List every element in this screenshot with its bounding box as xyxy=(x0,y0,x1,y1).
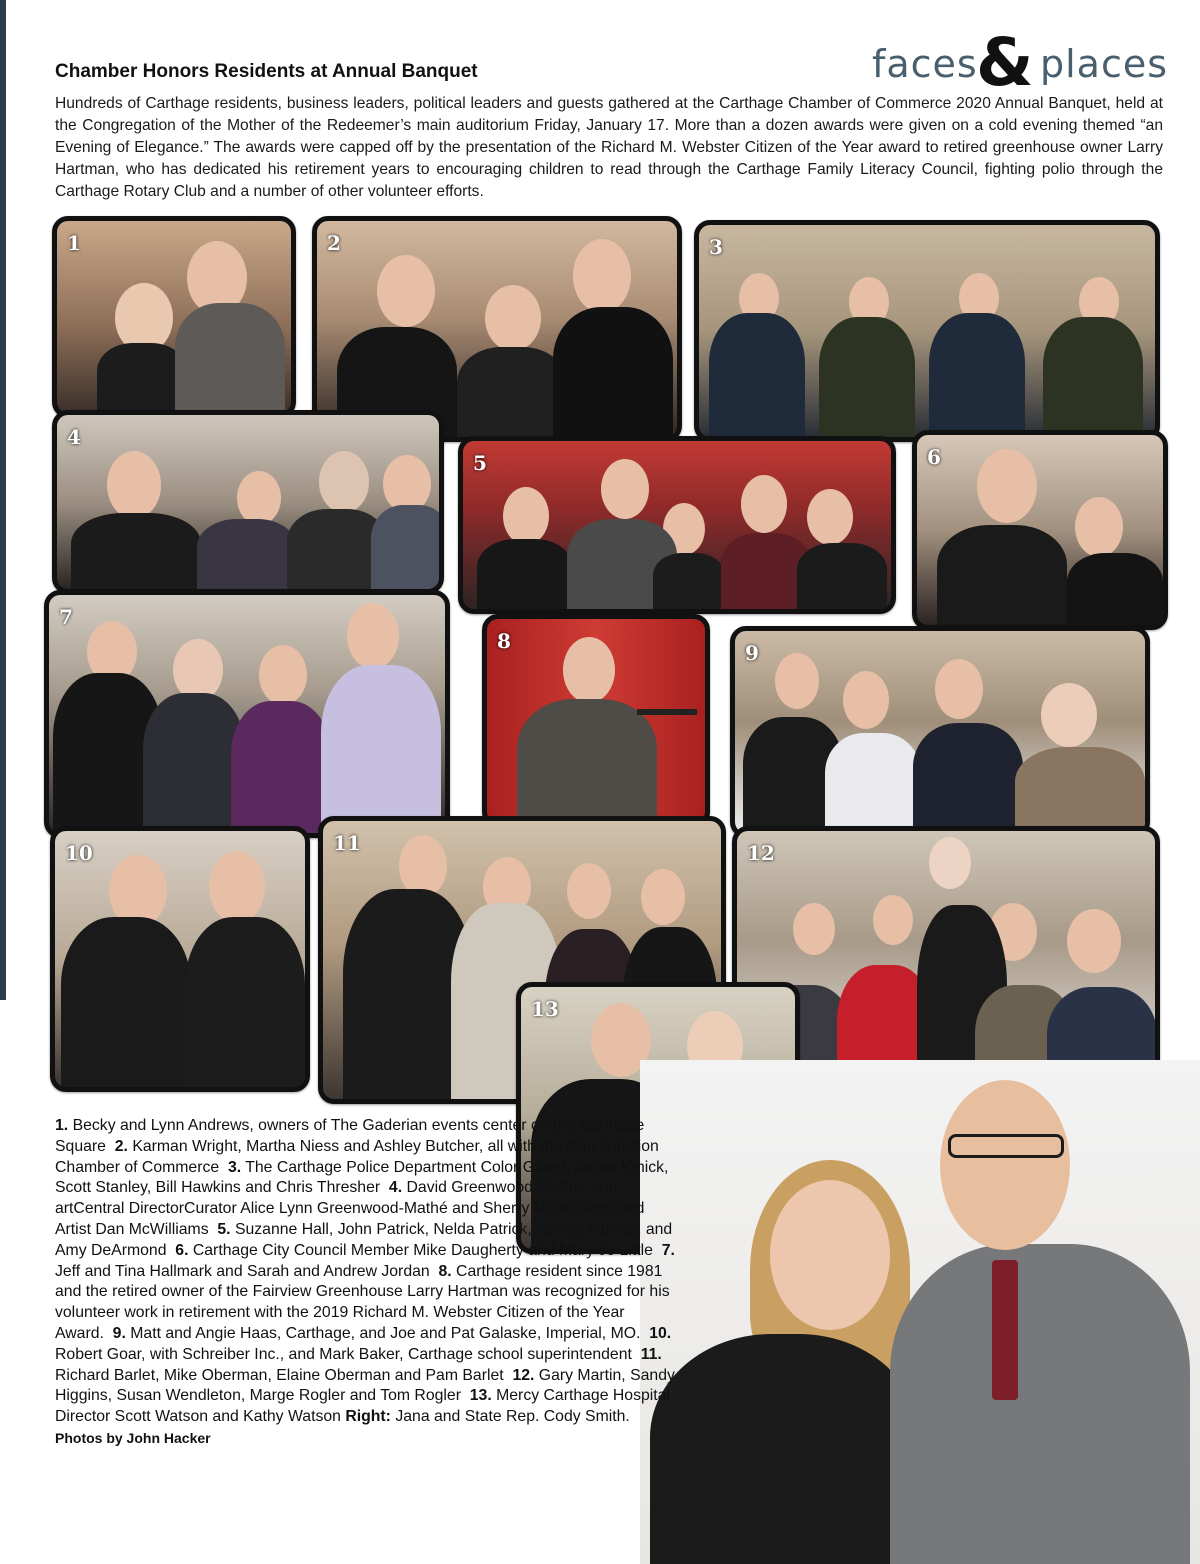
caption-text: Jana and State Rep. Cody Smith. xyxy=(395,1408,630,1426)
person-body xyxy=(797,543,887,609)
person-head xyxy=(237,471,281,525)
caption-label: 1. xyxy=(55,1117,69,1134)
person-body xyxy=(913,723,1023,833)
photo-number: 4 xyxy=(67,425,81,449)
caption-text: David Greenwood-Mathé, and artCentral DirectorCurator Alice Lynn Greenwood-Mathé and Sherry McWilliams and Artist Dan McWilliams xyxy=(55,1179,645,1238)
caption-text: Carthage City Council Member Mike Daugherty and Mary Jo Little xyxy=(192,1241,653,1259)
person-body xyxy=(71,513,201,589)
person-head xyxy=(567,863,611,919)
caption-label: 13. xyxy=(469,1387,492,1405)
person-body xyxy=(1015,747,1145,833)
person-head xyxy=(770,1180,890,1330)
photo-number: 5 xyxy=(473,451,487,475)
caption-text: Mercy Carthage Hospital Director Scott Watson and Kathy Watson xyxy=(55,1387,670,1426)
caption-text: Robert Goar, with Schreiber Inc., and Mark Baker, Carthage school superintendent xyxy=(55,1345,632,1363)
caption-text: Matt and Angie Haas, Carthage, and Joe and Pat Galaske, Imperial, MO. xyxy=(130,1324,641,1342)
photo-9 xyxy=(730,626,1150,838)
photo-8 xyxy=(482,614,710,828)
person-head xyxy=(843,671,889,729)
person-head xyxy=(1067,909,1121,973)
photo-4 xyxy=(52,410,444,594)
photo-number: 9 xyxy=(745,641,759,665)
person-body xyxy=(819,317,915,437)
photo-number: 12 xyxy=(747,841,775,865)
photo-1 xyxy=(52,216,296,418)
person-body xyxy=(1043,317,1143,437)
microphone-stand xyxy=(637,709,697,715)
person-head xyxy=(940,1080,1070,1250)
photo-number: 7 xyxy=(59,605,73,629)
necktie xyxy=(992,1260,1018,1400)
person-head xyxy=(929,837,971,889)
caption-label: 10. xyxy=(649,1324,672,1342)
person-head xyxy=(573,239,631,313)
caption-text: Richard Barlet, Mike Oberman, Elaine Oberman and Pam Barlet xyxy=(55,1366,504,1384)
person-head xyxy=(107,451,161,519)
article-title: Chamber Honors Residents at Annual Banquet xyxy=(55,61,478,82)
person-body xyxy=(1067,553,1163,625)
caption-text: Karman Wright, Martha Niess and Ashley Butcher, all with the Carl Junction Chamber of Commerce xyxy=(55,1137,659,1176)
photo-number: 2 xyxy=(327,231,341,255)
caption-text: Suzanne Hall, John Patrick, Nelda Patrick, Ashley Farmer, and Amy DeArmond xyxy=(55,1220,673,1259)
photo-number: 10 xyxy=(65,841,93,865)
feature-photo xyxy=(640,1060,1200,1564)
person-body xyxy=(143,693,245,833)
caption-label: 12. xyxy=(512,1366,535,1384)
section-logo xyxy=(872,24,1172,101)
person-body xyxy=(197,519,297,589)
person-body xyxy=(185,917,305,1087)
person-head xyxy=(399,835,447,897)
person-body xyxy=(61,917,191,1087)
section-logo-word-places: places xyxy=(1040,42,1169,86)
person-body xyxy=(231,701,331,833)
person-body xyxy=(175,303,285,413)
person-head xyxy=(775,653,819,709)
person-head xyxy=(807,489,853,545)
person-body xyxy=(517,699,657,823)
person-head xyxy=(209,851,265,923)
article-intro: Hundreds of Carthage residents, business leaders, political leaders and guests gathered at the Carthage Chamber of Commerce 2020 Annual Banquet, held at the Congregation of the Mother of the Redeemer’s main auditorium Friday, January 17. More than a dozen awards were given on a cold evening themed “an Evening of Elegance.” The awards were capped off by the presentation of the Richard M. Webster Citizen of the Year award to retired greenhouse owner Larry Hartman, who has dedicated his retirement years to encouraging children to read through the Carthage Family Literacy Council, fighting polio through the Carthage Rotary Club and a number of other volunteer efforts. xyxy=(55,95,1163,200)
caption-label: 9. xyxy=(112,1324,126,1342)
person-head xyxy=(873,895,913,945)
person-body xyxy=(709,313,805,437)
eyeglasses xyxy=(948,1134,1064,1158)
photo-3 xyxy=(694,220,1160,442)
person-body xyxy=(929,313,1025,437)
caption-label: Right: xyxy=(345,1408,391,1426)
photo-5 xyxy=(458,436,896,614)
photo-number: 6 xyxy=(927,445,941,469)
caption-text: Jeff and Tina Hallmark and Sarah and Andrew Jordan xyxy=(55,1262,430,1280)
caption-label: 11. xyxy=(640,1345,662,1363)
person-head xyxy=(741,475,787,533)
person-head xyxy=(173,639,223,701)
photo-6 xyxy=(912,430,1168,630)
person-body xyxy=(825,733,921,833)
caption-label: 6. xyxy=(175,1241,189,1259)
section-logo-word-faces: faces xyxy=(872,42,978,86)
person-head xyxy=(563,637,615,703)
photo-number: 1 xyxy=(67,231,81,255)
photo-number: 11 xyxy=(333,831,361,855)
person-body xyxy=(553,307,673,437)
person-head xyxy=(259,645,307,705)
person-head xyxy=(1075,497,1123,557)
photo-2 xyxy=(312,216,682,442)
person-body xyxy=(371,505,444,589)
section-logo-ampersand: & xyxy=(976,24,1034,101)
caption-text: Gary Martin, Sandy Higgins, Susan Wendleton, Marge Rogler and Tom Rogler xyxy=(55,1366,675,1405)
photo-number: 13 xyxy=(531,997,559,1021)
person-body xyxy=(457,347,567,437)
person-body xyxy=(890,1244,1190,1564)
photo-10 xyxy=(50,826,310,1092)
person-body xyxy=(321,665,441,833)
person-head xyxy=(347,603,399,669)
caption-label: 3. xyxy=(227,1158,242,1176)
caption-label: 8. xyxy=(438,1262,452,1280)
caption-text: The Carthage Police Department Color Guard, Aaron Kmick, Scott Stanley, Bill Hawkins and Chris Thresher xyxy=(55,1158,669,1197)
person-head xyxy=(601,459,649,519)
caption-label: 7. xyxy=(661,1241,675,1259)
photo-credit: Photos by John Hacker xyxy=(55,1429,211,1446)
person-head xyxy=(1041,683,1097,747)
person-body xyxy=(97,343,187,413)
person-body xyxy=(653,553,725,609)
caption-label: 2. xyxy=(114,1137,128,1155)
caption-label: 5. xyxy=(217,1220,231,1238)
caption-text: Becky and Lynn Andrews, owners of The Gaderian events center on the Carthage Square xyxy=(55,1117,645,1155)
person-body xyxy=(650,1334,920,1564)
person-head xyxy=(503,487,549,545)
person-body xyxy=(937,525,1067,625)
photo-number: 8 xyxy=(497,629,511,653)
photo-captions xyxy=(55,1116,675,1450)
person-head xyxy=(977,449,1037,523)
caption-label: 4. xyxy=(388,1179,403,1197)
photo-7 xyxy=(44,590,450,838)
person-head xyxy=(319,451,369,513)
person-head xyxy=(641,869,685,925)
person-body xyxy=(477,539,573,609)
person-head xyxy=(485,285,541,351)
caption-text: Carthage resident since 1981 and the retired owner of the Fairview Greenhouse Larry Hartman was recognized for his volunteer work in retirement with the 2019 Richard M. Webster Citizen of the Year Award. xyxy=(55,1262,670,1342)
left-accent-bar xyxy=(0,0,6,1000)
person-head xyxy=(935,659,983,719)
photo-number: 3 xyxy=(709,235,723,259)
person-head xyxy=(377,255,435,327)
person-head xyxy=(793,903,835,955)
